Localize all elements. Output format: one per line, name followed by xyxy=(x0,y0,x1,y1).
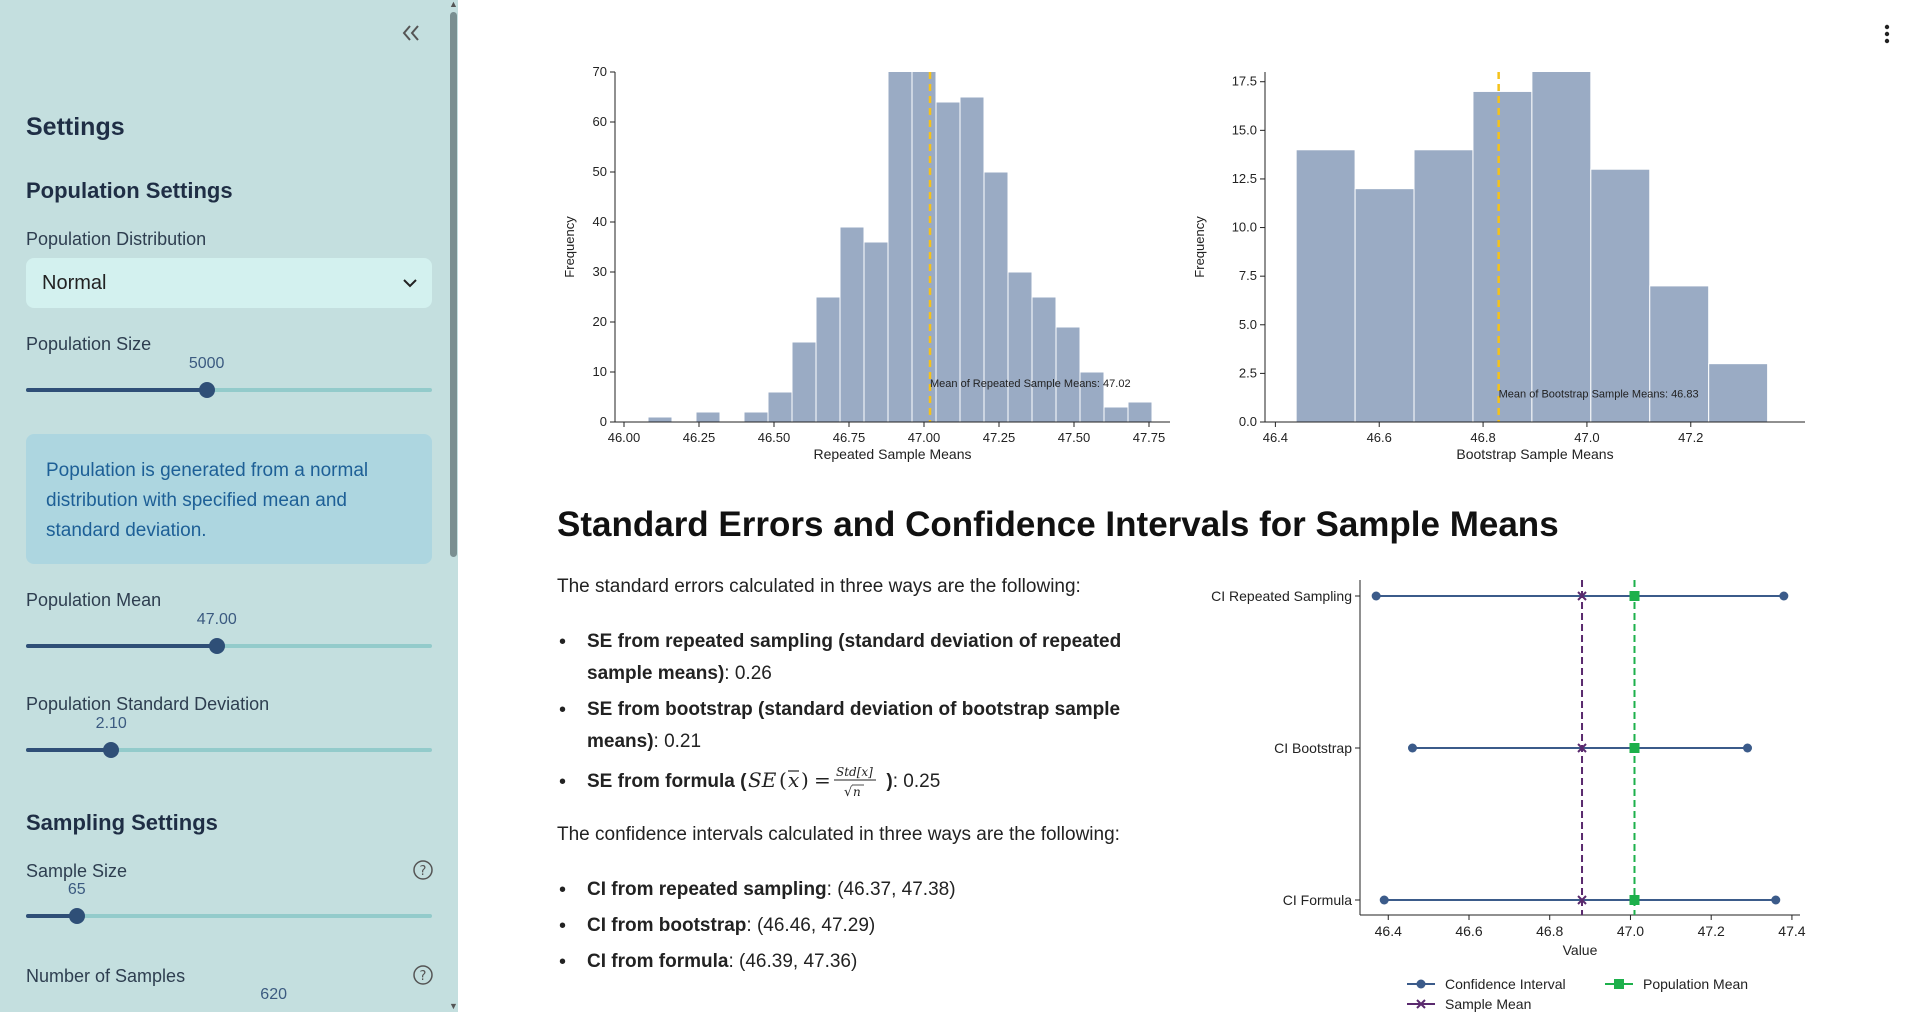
se-repeated-value: : 0.26 xyxy=(724,663,772,684)
y-tick-label: 7.5 xyxy=(1238,268,1257,284)
x-tick-label: 47.0 xyxy=(1616,923,1645,939)
slider-value: 47.00 xyxy=(196,611,237,628)
x-tick-label: 46.6 xyxy=(1366,430,1392,445)
y-tick-label: 17.5 xyxy=(1231,73,1257,89)
population-settings-heading: Population Settings xyxy=(26,178,233,203)
sidebar-scrollbar[interactable] xyxy=(448,0,458,1012)
number-of-samples-label: Number of Samples xyxy=(26,966,186,986)
histogram-bar xyxy=(912,67,936,422)
se-formula-equation xyxy=(746,762,886,802)
legend-pop-marker xyxy=(1614,979,1624,989)
y-axis-label: Frequency xyxy=(1192,216,1207,278)
legend-label: Confidence Interval xyxy=(1445,976,1566,992)
histogram-bar xyxy=(1128,402,1152,422)
slider-handle[interactable] xyxy=(209,638,225,654)
y-tick-label: CI Formula xyxy=(1282,892,1352,908)
histogram-bar xyxy=(864,242,888,422)
x-tick-label: 47.2 xyxy=(1678,430,1704,445)
population-mean-slider[interactable] xyxy=(26,611,432,657)
sample-size-label: Sample Size xyxy=(26,861,128,881)
scrollbar-thumb[interactable] xyxy=(450,12,457,557)
double-chevron-left-icon xyxy=(401,24,421,42)
y-tick-label: 15.0 xyxy=(1231,122,1257,138)
y-tick-label: CI Bootstrap xyxy=(1274,740,1352,756)
se-formula-value: : 0.25 xyxy=(892,771,941,792)
x-tick-label: 46.50 xyxy=(757,430,791,445)
x-tick-label: 47.25 xyxy=(982,430,1016,445)
y-tick-label: 12.5 xyxy=(1231,170,1257,186)
ci-lower-point xyxy=(1408,744,1417,753)
confidence-interval-chart xyxy=(1195,570,1815,1012)
histogram-bar xyxy=(648,417,672,422)
se-formula-label-suffix: ) xyxy=(886,771,893,792)
x-tick-label: 47.2 xyxy=(1697,923,1725,939)
svg-text:?: ? xyxy=(419,864,427,879)
histogram-bar xyxy=(960,97,984,422)
legend-label: Population Mean xyxy=(1643,976,1749,992)
help-icon[interactable] xyxy=(412,859,434,881)
histogram-bar xyxy=(1473,91,1532,422)
ci-upper-point xyxy=(1771,896,1780,905)
list-item xyxy=(557,626,1167,690)
population-mean-marker xyxy=(1629,895,1639,905)
mean-annotation: Mean of Bootstrap Sample Means: 46.83 xyxy=(1498,388,1699,401)
histogram-bar xyxy=(840,227,864,422)
list-item xyxy=(557,908,1077,944)
histogram-bar xyxy=(1008,272,1032,422)
settings-title: Settings xyxy=(26,113,125,141)
histogram-bar xyxy=(1104,407,1128,422)
population-distribution-label: Population Distribution xyxy=(26,229,207,249)
y-tick-label: 0 xyxy=(599,414,607,429)
slider-handle[interactable] xyxy=(103,742,119,758)
population-size-slider[interactable] xyxy=(26,355,432,401)
histogram-bar xyxy=(1296,150,1355,422)
population-size-label: Population Size xyxy=(26,334,152,354)
ci-upper-point xyxy=(1779,592,1788,601)
ci-lower-point xyxy=(1372,592,1381,601)
more-options-icon[interactable] xyxy=(1880,22,1894,46)
population-distribution-select[interactable] xyxy=(26,258,432,308)
slider-handle[interactable] xyxy=(199,382,215,398)
slider-value: 620 xyxy=(260,986,288,1003)
help-icon[interactable] xyxy=(412,964,434,986)
number-of-samples-slider[interactable] xyxy=(26,986,432,1012)
histogram-bar xyxy=(1414,150,1473,422)
collapse-sidebar-button[interactable] xyxy=(398,20,424,46)
x-tick-label: 47.0 xyxy=(1574,430,1600,445)
ci-formula-value: : (46.39, 47.36) xyxy=(728,951,858,972)
bootstrap-sample-means-histogram xyxy=(1190,60,1830,470)
slider-fill xyxy=(26,644,217,648)
histogram-bar xyxy=(936,102,960,422)
x-tick-label: 47.75 xyxy=(1132,430,1166,445)
ci-repeated-value: : (46.37, 47.38) xyxy=(826,879,956,900)
slider-value: 65 xyxy=(67,881,86,898)
se-intro-text: The standard errors calculated in three ways are the following: xyxy=(557,576,1081,597)
list-item xyxy=(557,872,1077,908)
svg-text:x: x xyxy=(788,767,800,792)
ci-upper-point xyxy=(1743,744,1752,753)
ci-list xyxy=(557,872,1077,980)
x-axis-label: Repeated Sample Means xyxy=(813,446,972,462)
plot-area xyxy=(648,60,1152,422)
y-tick-label: 2.5 xyxy=(1238,365,1257,381)
slider-fill xyxy=(26,388,207,392)
svg-text:(: ( xyxy=(779,767,788,792)
x-tick-label: 46.8 xyxy=(1470,430,1496,445)
x-tick-label: 46.4 xyxy=(1262,430,1289,445)
histogram-bar xyxy=(1032,297,1056,422)
y-axis-label: Frequency xyxy=(562,216,577,278)
se-repeated-label: SE from repeated sampling (standard deviation of repeated sample means) xyxy=(587,631,1122,684)
x-tick-label: 46.4 xyxy=(1374,923,1402,939)
x-tick-label: 47.50 xyxy=(1057,430,1091,445)
svg-text:): ) xyxy=(801,767,810,792)
scroll-up-arrow-icon[interactable]: ▲ xyxy=(449,0,458,9)
legend-label: Sample Mean xyxy=(1445,996,1532,1012)
slider-value: 2.10 xyxy=(95,715,127,732)
slider-fill xyxy=(26,748,111,752)
population-mean-marker xyxy=(1629,591,1639,601)
chart-legend xyxy=(1407,976,1748,1012)
ci-intro-text: The confidence intervals calculated in three ways are the following: xyxy=(557,824,1120,845)
ci-lower-point xyxy=(1380,896,1389,905)
y-tick-label: 20 xyxy=(592,314,607,329)
mean-annotation: Mean of Repeated Sample Means: 47.02 xyxy=(930,378,1131,390)
svg-text:SE: SE xyxy=(748,767,777,792)
list-item xyxy=(557,694,1167,758)
population-sd-label: Population Standard Deviation xyxy=(26,694,270,714)
sampling-settings-heading: Sampling Settings xyxy=(26,810,218,835)
population-sd-slider[interactable] xyxy=(26,715,432,761)
population-mean-label: Population Mean xyxy=(26,590,162,610)
slider-value: 5000 xyxy=(188,355,225,372)
x-tick-label: 46.25 xyxy=(682,430,716,445)
ci-bootstrap-value: : (46.46, 47.29) xyxy=(746,915,876,936)
svg-text:?: ? xyxy=(419,969,427,984)
scroll-down-arrow-icon[interactable]: ▼ xyxy=(449,1001,458,1011)
select-value: Normal xyxy=(42,271,107,294)
y-tick-label: 70 xyxy=(592,64,607,79)
histogram-bar xyxy=(1591,169,1650,422)
se-bootstrap-label: SE from bootstrap (standard deviation of bootstrap sample means) xyxy=(587,699,1121,752)
y-tick-label: 50 xyxy=(592,164,607,179)
ci-bootstrap-label: CI from bootstrap xyxy=(587,915,747,936)
histogram-bar xyxy=(1532,60,1591,422)
y-tick-label: 40 xyxy=(592,214,607,229)
plot-area xyxy=(1296,60,1767,422)
sample-size-slider[interactable] xyxy=(26,881,432,927)
histogram-bar xyxy=(1709,364,1768,422)
x-tick-label: 46.00 xyxy=(607,430,641,445)
sidebar xyxy=(0,0,458,1012)
y-tick-label: CI Repeated Sampling xyxy=(1211,588,1352,604)
x-tick-label: 46.6 xyxy=(1455,923,1483,939)
y-tick-label: 60 xyxy=(592,114,607,129)
y-tick-label: 0.0 xyxy=(1238,414,1257,429)
chevron-down-icon xyxy=(402,278,418,288)
info-text: Population is generated from a normal distribution with specified mean and standard deviation. xyxy=(46,460,369,541)
repeated-sample-means-histogram xyxy=(560,60,1180,470)
histogram-bar xyxy=(768,392,792,422)
x-tick-label: 47.4 xyxy=(1778,923,1806,939)
se-bootstrap-value: : 0.21 xyxy=(653,731,702,752)
population-mean-marker xyxy=(1629,743,1639,753)
y-tick-label: 10.0 xyxy=(1231,219,1257,235)
y-tick-label: 5.0 xyxy=(1238,316,1257,332)
histogram-bar xyxy=(888,60,912,422)
histogram-bar xyxy=(1355,189,1414,422)
slider-handle[interactable] xyxy=(69,908,85,924)
x-tick-label: 47.00 xyxy=(907,430,941,445)
list-item xyxy=(557,766,1167,798)
legend-ci-marker xyxy=(1417,980,1426,989)
x-axis-label: Value xyxy=(1562,942,1598,958)
histogram-bar xyxy=(696,412,720,422)
svg-text:=: = xyxy=(814,767,832,792)
histogram-bar xyxy=(1056,327,1080,422)
svg-text:Std[x]: Std[x] xyxy=(836,764,874,779)
x-tick-label: 46.8 xyxy=(1536,923,1564,939)
x-axis-label: Bootstrap Sample Means xyxy=(1456,446,1614,462)
histogram-bar xyxy=(792,342,816,422)
slider-track xyxy=(26,914,432,918)
se-list xyxy=(557,626,1167,798)
section-title: Standard Errors and Confidence Intervals for Sample Means xyxy=(557,505,1559,544)
population-info-box xyxy=(26,434,432,564)
histogram-bar xyxy=(816,297,840,422)
y-tick-label: 10 xyxy=(592,364,607,379)
x-tick-label: 46.75 xyxy=(832,430,866,445)
se-formula-label-prefix: SE from formula ( xyxy=(587,771,747,792)
svg-text:√: √ xyxy=(844,784,853,800)
svg-text:n: n xyxy=(853,784,862,799)
histogram-bar xyxy=(1650,286,1709,422)
histogram-bar xyxy=(744,412,768,422)
ci-repeated-label: CI from repeated sampling xyxy=(587,879,827,900)
ci-formula-label: CI from formula xyxy=(587,951,729,972)
list-item xyxy=(557,944,1077,980)
y-tick-label: 30 xyxy=(592,264,607,279)
